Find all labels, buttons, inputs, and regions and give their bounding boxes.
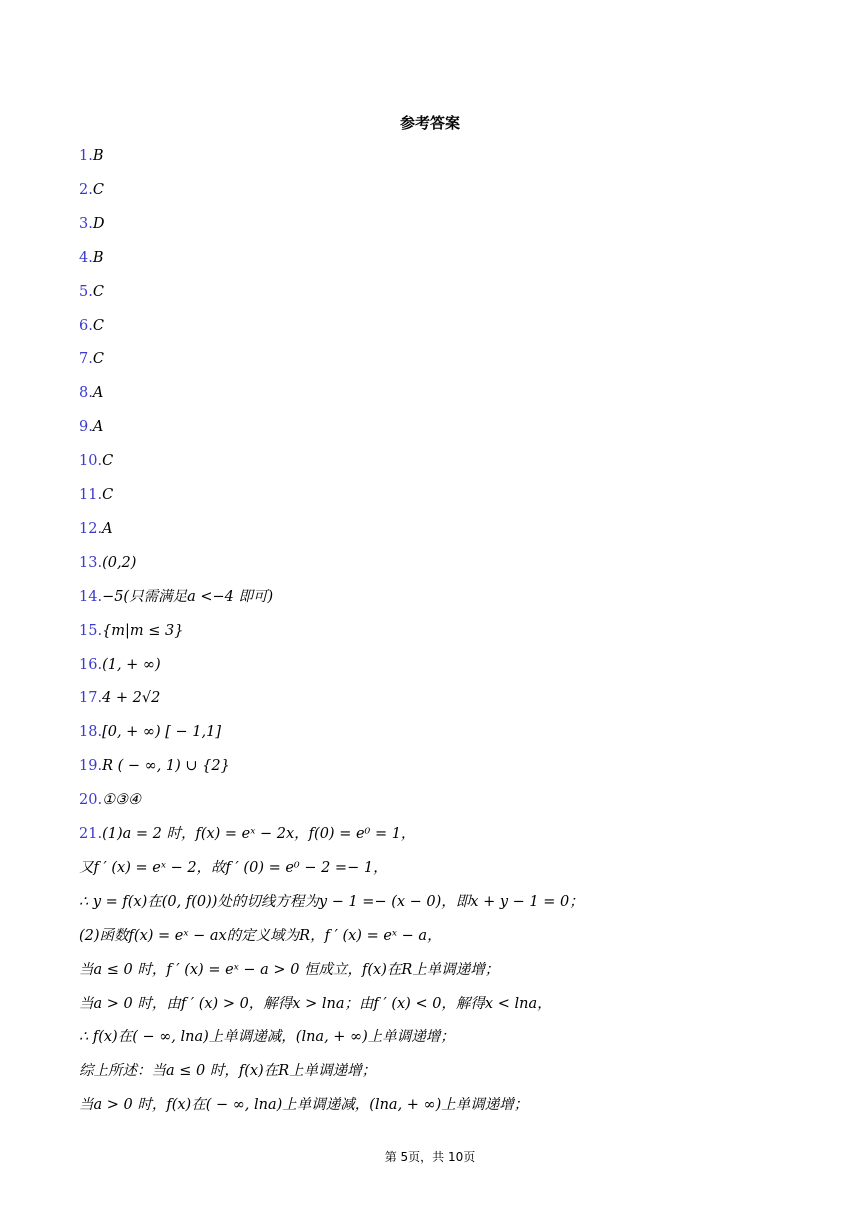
answer-text: B bbox=[92, 148, 104, 164]
answer-text: C bbox=[92, 317, 104, 334]
answer-text: D bbox=[92, 215, 105, 232]
answer-text: (1, + ∞) bbox=[102, 656, 161, 673]
answer-text: C bbox=[102, 453, 114, 470]
answer-number: 11. bbox=[79, 487, 103, 503]
answer-text: A bbox=[102, 520, 113, 537]
answer-number: 16. bbox=[79, 656, 103, 673]
answer-item bbox=[79, 485, 113, 505]
answer-text: −5(只需满足a <−4 即可) bbox=[102, 588, 274, 605]
answer-text: {m|m ≤ 3} bbox=[102, 622, 184, 639]
answer-number: 7. bbox=[79, 351, 93, 368]
answer-item bbox=[79, 553, 136, 573]
solution-line: ∴ y = f(x)在(0, f(0))处的切线方程为y − 1 =− (x − 0)，即x + y − 1 = 0； bbox=[79, 893, 584, 910]
answer-text: B bbox=[92, 249, 104, 266]
solution-line: 当a > 0 时，f(x)在( − ∞, lna)上单调递减，(lna, + ∞)上单调递增； bbox=[79, 1097, 529, 1114]
answer-text: C bbox=[92, 351, 104, 368]
solution-line: 当a ≤ 0 时，f ′ (x) = eˣ − a > 0 恒成立，f(x)在R上单调递增； bbox=[79, 961, 500, 978]
answer-item bbox=[79, 756, 230, 776]
answer-number: 14. bbox=[79, 588, 103, 605]
answer-number: 20. bbox=[79, 792, 103, 809]
answer-number: 8. bbox=[79, 385, 93, 402]
answer-number: 13. bbox=[79, 554, 103, 571]
solution-line: 又f ′ (x) = eˣ − 2，故f ′ (0) = e⁰ − 2 =− 1， bbox=[79, 859, 388, 876]
answer-item bbox=[79, 655, 161, 675]
answer-number: 17. bbox=[79, 690, 103, 707]
answer-number: 3. bbox=[79, 215, 93, 232]
answer-number: 10. bbox=[79, 453, 103, 470]
solution-line: ∴ f(x)在( − ∞, lna)上单调递减，(lna, + ∞)上单调递增； bbox=[79, 1029, 455, 1046]
answer-number: 1. bbox=[79, 148, 93, 164]
answer-item bbox=[79, 248, 104, 268]
answer-item bbox=[79, 824, 415, 844]
answer-number: 18. bbox=[79, 724, 103, 741]
answer-text: [0, + ∞) [ − 1,1] bbox=[102, 724, 222, 741]
answer-number: 9. bbox=[79, 419, 93, 436]
solution-line: 综上所述：当a ≤ 0 时，f(x)在R上单调递增； bbox=[79, 1063, 377, 1080]
answer-number: 21. bbox=[79, 826, 103, 842]
answer-text: A bbox=[92, 419, 104, 436]
answer-text: C bbox=[102, 487, 114, 503]
answer-item bbox=[79, 790, 141, 810]
answer-number: 15. bbox=[79, 622, 103, 639]
answer-item bbox=[79, 722, 221, 742]
solution-line: (2)函数f(x) = eˣ − ax的定义域为R，f ′ (x) = eˣ − a， bbox=[79, 927, 442, 944]
answer-text: C bbox=[92, 283, 104, 300]
answer-item bbox=[79, 519, 113, 539]
answer-number: 4. bbox=[79, 249, 93, 266]
answer-number: 6. bbox=[79, 317, 93, 334]
answer-text: 4 + 2√2 bbox=[102, 690, 161, 707]
answer-item bbox=[79, 621, 184, 641]
answer-item bbox=[79, 451, 113, 471]
answer-number: 19. bbox=[79, 758, 103, 775]
page-title: 参考答案 bbox=[399, 114, 460, 132]
solution-line: 当a > 0 时，由f ′ (x) > 0，解得x > lna；由f ′ (x) < 0，解得x < lna， bbox=[79, 995, 552, 1012]
answer-item bbox=[79, 214, 104, 234]
answer-text: A bbox=[92, 385, 104, 402]
answer-item bbox=[79, 587, 273, 607]
answer-item bbox=[79, 349, 104, 369]
answer-item bbox=[79, 282, 104, 302]
answer-item bbox=[79, 688, 160, 708]
answer-text: ①③④ bbox=[102, 792, 142, 809]
answer-text: C bbox=[92, 181, 104, 198]
answer-text: R ( − ∞, 1) ∪ {2} bbox=[102, 758, 230, 775]
answer-item bbox=[79, 417, 103, 437]
answer-item bbox=[79, 316, 104, 336]
answer-item bbox=[79, 383, 103, 403]
answer-item bbox=[79, 180, 104, 200]
answer-text: (0,2) bbox=[102, 554, 137, 571]
answer-number: 5. bbox=[79, 283, 93, 300]
answer-item bbox=[79, 146, 104, 166]
answer-number: 2. bbox=[79, 181, 93, 198]
answer-number: 12. bbox=[79, 520, 103, 537]
answer-text: (1)a = 2 时，f(x) = eˣ − 2x，f(0) = e⁰ = 1， bbox=[102, 826, 416, 842]
page-footer: 第 5页，共 10页 bbox=[384, 1150, 476, 1164]
